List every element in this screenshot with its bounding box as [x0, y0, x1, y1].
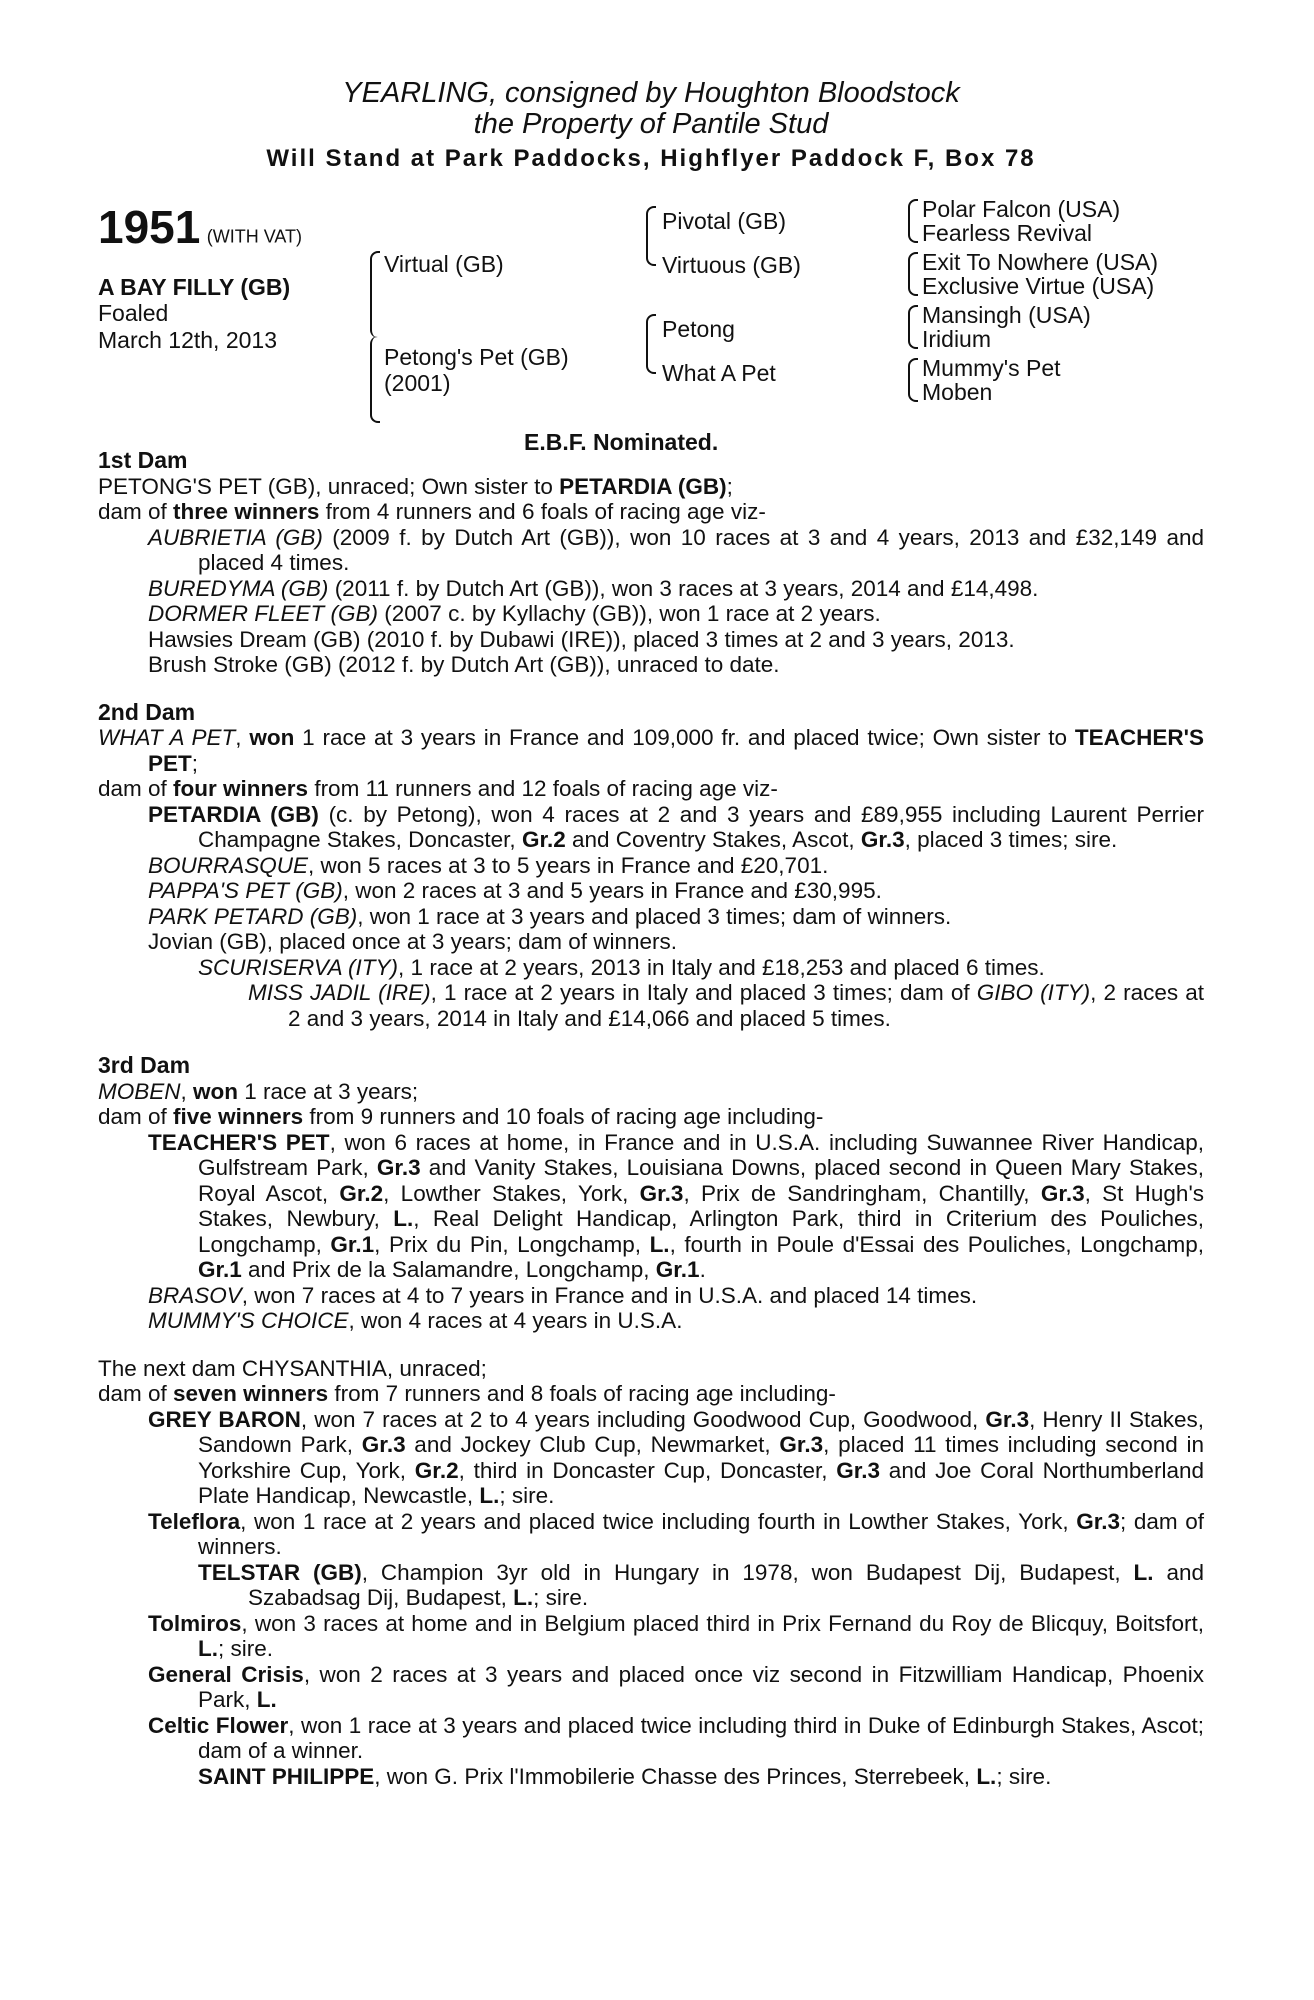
vat-note: (WITH VAT) [206, 226, 303, 247]
text-run: Teleflora [148, 1508, 241, 1534]
gen3-6: Iridium [922, 326, 992, 352]
text-run: and Szabadsag Dij, Budapest, [248, 1559, 1205, 1610]
brace-g3-2 [908, 252, 918, 296]
text-run: , won G. Prix l'Immobilerie Chasse des Princes, Sterrebeek, [374, 1763, 977, 1789]
text-run: ; sire. [533, 1585, 589, 1610]
text-run: , fourth in Poule d'Essai des Pouliches, Longchamp, [669, 1231, 1204, 1257]
sire-name: Virtual (GB) [384, 251, 504, 277]
text-run: Gr.1 [655, 1257, 700, 1282]
second-dam-section [98, 700, 1204, 1032]
first-dam-section [98, 448, 1204, 678]
text-run: Gr.3 [860, 827, 905, 852]
produce-summary [98, 499, 1204, 525]
text-run: , Prix de Sandringham, Chantilly, [683, 1180, 1041, 1206]
text-run: , won 3 races at home and in Belgium placed third in Prix Fernand du Roy de Blicquy, Boitsfort, [241, 1610, 1204, 1636]
text-run: L. [976, 1763, 997, 1789]
text-run: dam of [98, 499, 174, 524]
text-run: four winners [173, 776, 309, 801]
ebf-note: E.B.F. Nominated. [524, 429, 719, 455]
text-run: PETONG'S PET (GB), unraced; Own sister to [98, 473, 560, 499]
property-line: the Property of Pantile Stud [473, 108, 829, 140]
produce-entry [98, 1407, 1204, 1509]
brace-sire-line [646, 206, 656, 266]
text-run: ; sire. [499, 1483, 555, 1508]
text-run: dam of [98, 1104, 174, 1129]
text-run: General Crisis [148, 1661, 304, 1687]
text-run: 1 race at 3 years; [238, 1078, 419, 1104]
text-run: L. [649, 1231, 670, 1257]
text-run: from 4 runners and 6 foals of racing age viz- [319, 499, 766, 524]
section-heading: 1st Dam [98, 447, 188, 473]
section-heading: 2nd Dam [98, 698, 196, 725]
text-run: Celtic Flower [148, 1712, 289, 1738]
text-run: (2009 f. by Dutch Art (GB)), won 10 races at 3 and 4 years, 2013 and £32,149 and placed 4 times. [198, 524, 1205, 575]
text-run: five winners [173, 1104, 304, 1129]
gen3-1: Polar Falcon (USA) [922, 196, 1121, 222]
produce-summary [98, 1104, 1204, 1130]
text-run: BOURRASQUE [148, 852, 309, 878]
produce-entry [98, 576, 1204, 602]
produce-entry [98, 1308, 1204, 1334]
produce-entry [98, 904, 1204, 930]
brace-dam-line [646, 314, 656, 374]
text-run: dam of [98, 1381, 174, 1406]
brace-g3-1 [908, 199, 918, 243]
text-run: from 11 runners and 12 foals of racing age viz- [308, 776, 778, 801]
text-run: (c. by Petong), won 4 races at 2 and 3 years and £89,955 including Laurent Perrier Champagne Stakes, Doncaster, [198, 801, 1204, 852]
text-run: PAPPA'S PET (GB) [148, 878, 343, 903]
text-run: Gr.3 [1040, 1180, 1085, 1206]
text-run: Gr.2 [339, 1180, 384, 1206]
text-run: . [699, 1257, 706, 1282]
produce-entry [98, 601, 1204, 627]
text-run: BRASOV [148, 1282, 242, 1308]
third-dam-section [98, 1053, 1204, 1334]
text-run: from 9 runners and 10 foals of racing age including- [303, 1104, 824, 1129]
text-run: , won 1 race at 3 years and placed 3 times; dam of winners. [357, 903, 952, 929]
text-run: , won 2 races at 3 and 5 years in France and £30,995. [342, 878, 882, 903]
text-run: , won 1 race at 2 years and placed twice including fourth in Lowther Stakes, York, [240, 1508, 1077, 1534]
text-run: GREY BARON [148, 1406, 301, 1432]
produce-entry [98, 1509, 1204, 1560]
text-run: L. [479, 1483, 500, 1508]
produce-entry [98, 802, 1204, 853]
gen3-7: Mummy's Pet [922, 355, 1061, 381]
gen2-dam-dam: What A Pet [662, 360, 776, 386]
produce-entry [98, 1130, 1204, 1283]
consignor-line: YEARLING, consigned by Houghton Bloodstock [342, 77, 960, 109]
text-run: , won 7 races at 4 to 7 years in France and in U.S.A. and placed 14 times. [241, 1282, 978, 1308]
foaled-date: March 12th, 2013 [98, 327, 278, 353]
text-run: , Prix du Pin, Longchamp, [374, 1231, 650, 1257]
text-run: and Prix de la Salamandre, Longchamp, [241, 1257, 656, 1282]
brace-g3-3 [908, 305, 918, 349]
text-run: Gr.3 [985, 1406, 1030, 1432]
text-run: Gr.2 [521, 827, 566, 852]
text-run: seven winners [173, 1381, 329, 1406]
produce-summary [98, 1381, 1204, 1407]
produce-entry [98, 1283, 1204, 1309]
text-run: BUREDYMA (GB) [148, 575, 329, 601]
gen3-8: Moben [922, 379, 993, 405]
gen3-5: Mansingh (USA) [922, 302, 1091, 328]
dam-line: The next dam CHYSANTHIA, unraced; [98, 1355, 487, 1381]
lot-number: 1951 [98, 201, 201, 253]
produce-entry: Jovian (GB), placed once at 3 years; dam of winners. [148, 929, 678, 954]
gen3-3: Exit To Nowhere (USA) [922, 249, 1159, 275]
catalogue-body [98, 448, 1204, 1789]
produce-entry [98, 1713, 1204, 1764]
brace-g3-4 [908, 358, 918, 402]
brace-dam [370, 336, 380, 423]
text-run: L. [256, 1687, 277, 1712]
text-run: , third in Doncaster Cup, Doncaster, [458, 1457, 837, 1483]
produce-entry [98, 1662, 1204, 1713]
text-run: ; [191, 750, 199, 776]
text-run: and Coventry Stakes, Ascot, [565, 827, 861, 852]
text-run: from 7 runners and 8 foals of racing age including- [328, 1381, 836, 1406]
text-run: L. [513, 1585, 534, 1610]
gen2-sire-dam: Virtuous (GB) [662, 252, 801, 278]
produce-summary [98, 776, 1204, 802]
text-run: , Henry II Stakes, Sandown Park, [198, 1406, 1205, 1457]
produce-entry: Brush Stroke (GB) (2012 f. by Dutch Art (GB)), unraced to date. [148, 652, 780, 677]
text-run: won [193, 1078, 239, 1104]
text-run: , Champion 3yr old in Hungary in 1978, won Budapest Dij, Budapest, [361, 1559, 1134, 1585]
produce-entry [98, 853, 1204, 879]
foaled-label: Foaled [98, 300, 169, 326]
location-line: Will Stand at Park Paddocks, Highflyer Paddock F, Box 78 [266, 145, 1036, 172]
dam-line [98, 474, 1204, 500]
grandchild-entry [98, 1560, 1204, 1611]
text-run: , won 4 races at 4 years in U.S.A. [348, 1308, 683, 1333]
text-run: Gr.2 [414, 1457, 459, 1483]
text-run: , 2 races at 2 and 3 years, 2014 in Italy and £14,066 and placed 5 times. [288, 980, 1205, 1031]
text-run: won [249, 725, 295, 750]
dam-year: (2001) [384, 370, 451, 396]
text-run: ; [726, 473, 733, 499]
text-run: WHAT A PET [98, 725, 236, 750]
text-run: GIBO (ITY) [976, 980, 1091, 1005]
text-run: and Jockey Club Cup, Newmarket, [405, 1432, 780, 1457]
text-run: , won 1 race at 3 years and placed twice including third in Duke of Edinburgh Stakes, Ascot; dam of a winner. [198, 1712, 1204, 1763]
text-run: , won 7 races at 2 to 4 years including Goodwood Cup, Goodwood, [300, 1406, 986, 1432]
text-run: , Lowther Stakes, York, [383, 1180, 640, 1206]
gen2-dam-sire: Petong [662, 316, 735, 342]
text-run: Tolmiros [148, 1610, 242, 1636]
text-run: three winners [173, 499, 320, 524]
text-run: (2007 c. by Kyllachy (GB)), won 1 race at 2 years. [378, 601, 881, 626]
produce-entry [98, 525, 1204, 576]
lot-name: A BAY FILLY (GB) [98, 274, 291, 300]
dam-line [98, 725, 1204, 776]
text-run: TEACHER'S PET [148, 725, 1204, 776]
text-run: and Joe Coral Northumberland Plate Handicap, Newcastle, [198, 1457, 1204, 1508]
text-run: (2011 f. by Dutch Art (GB)), won 3 races at 3 years, 2014 and £14,498. [328, 575, 1039, 601]
text-run: Gr.3 [639, 1180, 684, 1206]
produce-entry: Hawsies Dream (GB) (2010 f. by Dubawi (IRE)), placed 3 times at 2 and 3 years, 2013. [148, 626, 1015, 652]
text-run: TEACHER'S PET [148, 1129, 330, 1155]
text-run: Gr.3 [1076, 1508, 1120, 1534]
text-run: TELSTAR (GB) [198, 1559, 362, 1585]
text-run: , Real Delight Handicap, Arlington Park, third in Criterium des Pouliches, Longchamp, [198, 1206, 1204, 1257]
text-run: PETARDIA (GB) [559, 473, 727, 499]
produce-entry [98, 878, 1204, 904]
section-heading: 3rd Dam [98, 1052, 191, 1078]
lot-heading [98, 201, 303, 253]
gen3-4: Exclusive Virtue (USA) [922, 273, 1155, 299]
text-run: , 1 race at 2 years, 2013 in Italy and £18,253 and placed 6 times. [398, 954, 1045, 980]
grandchild-entry [98, 980, 1204, 1031]
text-run: SCURISERVA (ITY) [198, 954, 399, 980]
header [98, 78, 1204, 176]
text-run: , won 5 races at 3 to 5 years in France and £20,701. [308, 852, 829, 878]
text-run: , [180, 1078, 194, 1104]
text-run: SAINT PHILIPPE [198, 1763, 375, 1789]
text-run: 1 race at 3 years in France and 109,000 fr. and placed twice; Own sister to [294, 725, 1068, 750]
text-run: , placed 11 times including second in Yorkshire Cup, York, [198, 1432, 1205, 1483]
text-run: Gr.1 [198, 1257, 242, 1282]
text-run: and Vanity Stakes, Louisiana Downs, placed second in Queen Mary Stakes, Royal Ascot, [198, 1155, 1204, 1206]
text-run: Gr.3 [361, 1432, 406, 1457]
dam-line [98, 1079, 1204, 1105]
text-run: MOBEN [98, 1078, 181, 1104]
text-run: Gr.3 [779, 1432, 824, 1457]
text-run: Gr.3 [836, 1457, 881, 1483]
pedigree-block [98, 196, 1204, 455]
text-run: L. [393, 1206, 414, 1231]
text-run: , 1 race at 2 years in Italy and placed 3 times; dam of [430, 980, 977, 1005]
text-run: MISS JADIL (IRE) [248, 980, 431, 1005]
text-run: , won 6 races at home, in France and in U.S.A. including Suwannee River Handicap, Gulfstream Park, [198, 1129, 1204, 1180]
grandchild-entry [98, 1764, 1204, 1790]
grandchild-entry [98, 955, 1204, 981]
text-run: DORMER FLEET (GB) [148, 601, 379, 626]
text-run: L. [198, 1636, 218, 1661]
text-run: L. [1133, 1559, 1154, 1585]
gen3-2: Fearless Revival [922, 220, 1092, 246]
text-run: , won 2 races at 3 years and placed once viz second in Fitzwilliam Handicap, Phoenix Park, [198, 1661, 1204, 1712]
fourth-dam-section [98, 1356, 1204, 1790]
brace-sire [370, 251, 380, 338]
produce-entry [98, 1611, 1204, 1662]
text-run: PARK PETARD (GB) [148, 903, 358, 929]
text-run: ; sire. [218, 1636, 274, 1661]
text-run: , placed 3 times; sire. [904, 827, 1118, 852]
dam-name: Petong's Pet (GB) [384, 344, 569, 370]
catalogue-page [98, 78, 1204, 1789]
text-run: ; sire. [996, 1763, 1052, 1789]
text-run: Gr.3 [376, 1155, 421, 1180]
text-run: AUBRIETIA (GB) [148, 524, 323, 550]
text-run: ; dam of winners. [198, 1508, 1205, 1559]
gen2-sire-sire: Pivotal (GB) [662, 208, 786, 234]
text-run: , [235, 725, 250, 750]
text-run: Gr.1 [330, 1231, 375, 1257]
text-run: PETARDIA (GB) [148, 801, 319, 827]
text-run: dam of [98, 776, 174, 801]
text-run: MUMMY'S CHOICE [148, 1308, 349, 1333]
text-run: , St Hugh's Stakes, Newbury, [198, 1180, 1204, 1231]
